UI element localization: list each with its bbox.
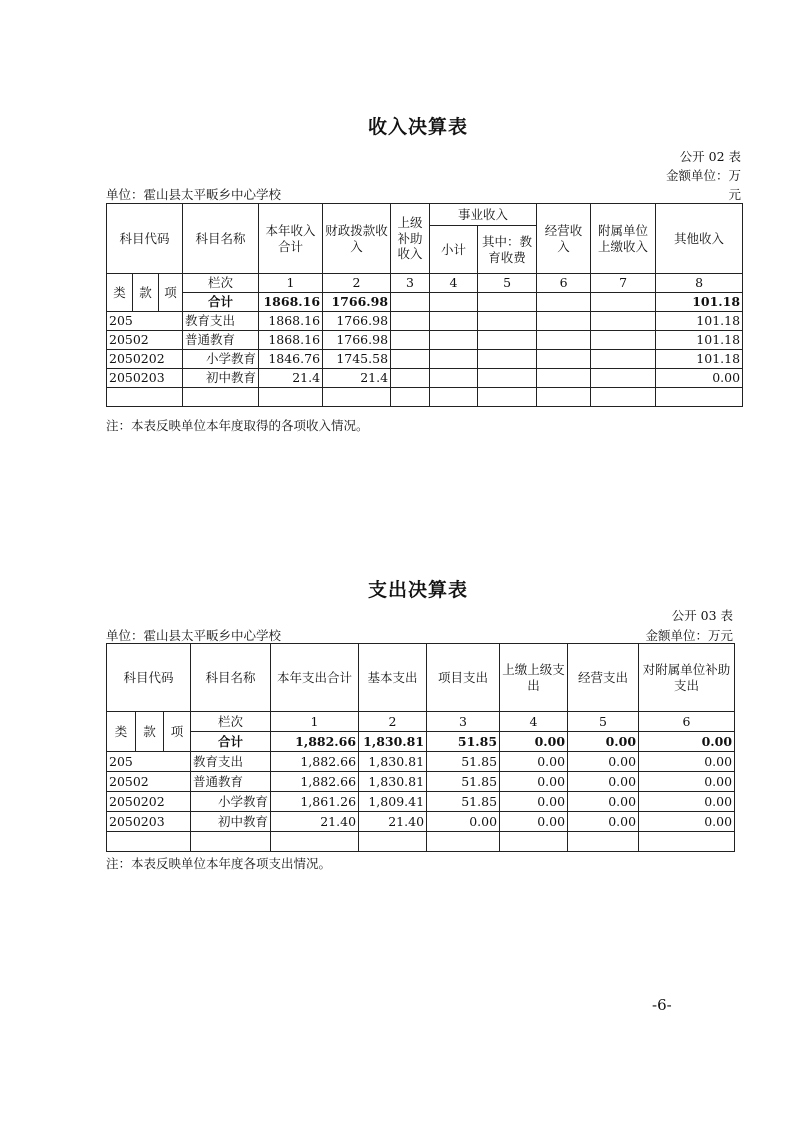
expense-header-total: 本年支出合计 xyxy=(271,644,359,712)
row-c8: 101.18 xyxy=(656,350,743,369)
row-c1: 21.40 xyxy=(271,812,359,832)
expense-col-num: 6 xyxy=(639,712,735,732)
row-name: 教育支出 xyxy=(191,752,271,772)
expense-col-num: 4 xyxy=(500,712,568,732)
expense-header-remit: 上缴上级支出 xyxy=(500,644,568,712)
row-c5: 0.00 xyxy=(568,812,639,832)
row-c3: 0.00 xyxy=(427,812,500,832)
row-name: 教育支出 xyxy=(183,312,259,331)
table-row xyxy=(107,312,743,331)
income-col-num: 1 xyxy=(259,274,323,293)
row-c1: 1868.16 xyxy=(259,312,323,331)
row-c6: 0.00 xyxy=(639,812,735,832)
row-c2: 21.40 xyxy=(359,812,427,832)
row-name: 普通教育 xyxy=(183,331,259,350)
expense-total-c3: 51.85 xyxy=(427,732,500,752)
row-code: 20502 xyxy=(107,331,183,350)
income-col-num: 2 xyxy=(323,274,391,293)
row-c2: 1,809.41 xyxy=(359,792,427,812)
table-row-empty xyxy=(107,388,743,407)
income-col-num: 4 xyxy=(430,274,478,293)
expense-title: 支出决算表 xyxy=(368,579,469,601)
income-header-kuan: 款 xyxy=(133,274,159,312)
income-header-affiliated: 附属单位上缴收入 xyxy=(591,204,656,274)
income-unit-label-tail: 元 xyxy=(728,187,741,202)
expense-note: 注：本表反映单位本年度各项支出情况。 xyxy=(106,856,332,871)
row-code: 2050202 xyxy=(107,350,183,369)
row-c1: 1846.76 xyxy=(259,350,323,369)
expense-header-kuan: 款 xyxy=(136,712,164,752)
row-c2: 1,830.81 xyxy=(359,772,427,792)
expense-header-row xyxy=(107,644,735,712)
row-name: 初中教育 xyxy=(191,812,271,832)
expense-header-xiang: 项 xyxy=(164,712,191,752)
income-header-xiang: 项 xyxy=(159,274,183,312)
row-name: 小学教育 xyxy=(183,350,259,369)
expense-total-label: 合计 xyxy=(191,732,271,752)
expense-total-c2: 1,830.81 xyxy=(359,732,427,752)
income-total-label: 合计 xyxy=(183,293,259,312)
table-row xyxy=(107,350,743,369)
row-c1: 21.4 xyxy=(259,369,323,388)
expense-header-affiliated: 对附属单位补助支出 xyxy=(639,644,735,712)
expense-org: 单位：霍山县太平畈乡中心学校 xyxy=(106,628,282,643)
expense-col-num: 5 xyxy=(568,712,639,732)
row-code: 20502 xyxy=(107,772,191,792)
income-org: 单位：霍山县太平畈乡中心学校 xyxy=(106,187,282,202)
row-name: 普通教育 xyxy=(191,772,271,792)
income-header-name: 科目名称 xyxy=(183,204,259,274)
row-code: 205 xyxy=(107,312,183,331)
expense-table xyxy=(106,643,735,852)
row-c2: 1766.98 xyxy=(323,312,391,331)
row-c5: 0.00 xyxy=(568,752,639,772)
expense-total-c6: 0.00 xyxy=(639,732,735,752)
row-c2: 1766.98 xyxy=(323,331,391,350)
income-column-numbers-row xyxy=(107,274,743,293)
row-code: 2050203 xyxy=(107,369,183,388)
row-c5: 0.00 xyxy=(568,772,639,792)
income-header-superior-subsidy: 上级补助收入 xyxy=(391,204,430,274)
table-row xyxy=(107,369,743,388)
expense-col-num: 3 xyxy=(427,712,500,732)
income-total-c2: 1766.98 xyxy=(323,293,391,312)
income-title: 收入决算表 xyxy=(368,116,469,138)
income-col-num: 3 xyxy=(391,274,430,293)
income-col-num: 8 xyxy=(656,274,743,293)
expense-total-c1: 1,882.66 xyxy=(271,732,359,752)
row-code: 2050203 xyxy=(107,812,191,832)
income-header-business-subtotal: 小计 xyxy=(430,226,478,274)
income-col-num: 6 xyxy=(537,274,591,293)
income-header-fiscal: 财政拨款收入 xyxy=(323,204,391,274)
row-c8: 101.18 xyxy=(656,312,743,331)
expense-total-c4: 0.00 xyxy=(500,732,568,752)
page-number: -6- xyxy=(652,996,672,1014)
table-row-empty xyxy=(107,832,735,852)
expense-table-number: 公开 03 表 xyxy=(671,608,733,623)
row-c4: 0.00 xyxy=(500,812,568,832)
income-note: 注：本表反映单位本年度取得的各项收入情况。 xyxy=(106,418,369,433)
income-header-lanci: 栏次 xyxy=(183,274,259,293)
row-c4: 0.00 xyxy=(500,772,568,792)
row-name: 小学教育 xyxy=(191,792,271,812)
row-code: 205 xyxy=(107,752,191,772)
expense-header-operating: 经营支出 xyxy=(568,644,639,712)
row-c6: 0.00 xyxy=(639,792,735,812)
table-row xyxy=(107,331,743,350)
row-c1: 1868.16 xyxy=(259,331,323,350)
income-table-number: 公开 02 表 xyxy=(679,149,741,164)
expense-header-project: 项目支出 xyxy=(427,644,500,712)
expense-header-name: 科目名称 xyxy=(191,644,271,712)
income-table xyxy=(106,203,743,407)
row-c6: 0.00 xyxy=(639,752,735,772)
row-c2: 21.4 xyxy=(323,369,391,388)
income-header-row-1 xyxy=(107,204,743,226)
expense-header-lei: 类 xyxy=(107,712,136,752)
table-row xyxy=(107,752,735,772)
row-c4: 0.00 xyxy=(500,792,568,812)
row-c8: 0.00 xyxy=(656,369,743,388)
row-c2: 1745.58 xyxy=(323,350,391,369)
income-total-c1: 1868.16 xyxy=(259,293,323,312)
row-c1: 1,861.26 xyxy=(271,792,359,812)
income-col-num: 7 xyxy=(591,274,656,293)
row-c1: 1,882.66 xyxy=(271,752,359,772)
row-c3: 51.85 xyxy=(427,772,500,792)
row-c2: 1,830.81 xyxy=(359,752,427,772)
expense-total-row xyxy=(107,732,735,752)
income-header-business: 事业收入 xyxy=(430,204,537,226)
row-c8: 101.18 xyxy=(656,331,743,350)
row-c4: 0.00 xyxy=(500,752,568,772)
table-row xyxy=(107,792,735,812)
expense-header-basic: 基本支出 xyxy=(359,644,427,712)
row-c3: 51.85 xyxy=(427,752,500,772)
income-header-operating: 经营收入 xyxy=(537,204,591,274)
expense-header-code: 科目代码 xyxy=(107,644,191,712)
income-header-lei: 类 xyxy=(107,274,133,312)
income-total-row xyxy=(107,293,743,312)
income-header-total: 本年收入合计 xyxy=(259,204,323,274)
expense-col-num: 2 xyxy=(359,712,427,732)
income-header-other: 其他收入 xyxy=(656,204,743,274)
row-name: 初中教育 xyxy=(183,369,259,388)
income-unit-label: 金额单位：万 xyxy=(665,168,741,183)
income-col-num: 5 xyxy=(478,274,537,293)
expense-total-c5: 0.00 xyxy=(568,732,639,752)
table-row xyxy=(107,812,735,832)
table-row xyxy=(107,772,735,792)
expense-col-num: 1 xyxy=(271,712,359,732)
income-header-business-edu: 其中：教育收费 xyxy=(478,226,537,274)
expense-unit-label: 金额单位：万元 xyxy=(645,628,733,643)
income-header-code: 科目代码 xyxy=(107,204,183,274)
row-c3: 51.85 xyxy=(427,792,500,812)
row-code: 2050202 xyxy=(107,792,191,812)
expense-column-numbers-row xyxy=(107,712,735,732)
row-c5: 0.00 xyxy=(568,792,639,812)
income-total-c8: 101.18 xyxy=(656,293,743,312)
expense-header-lanci: 栏次 xyxy=(191,712,271,732)
row-c6: 0.00 xyxy=(639,772,735,792)
row-c1: 1,882.66 xyxy=(271,772,359,792)
